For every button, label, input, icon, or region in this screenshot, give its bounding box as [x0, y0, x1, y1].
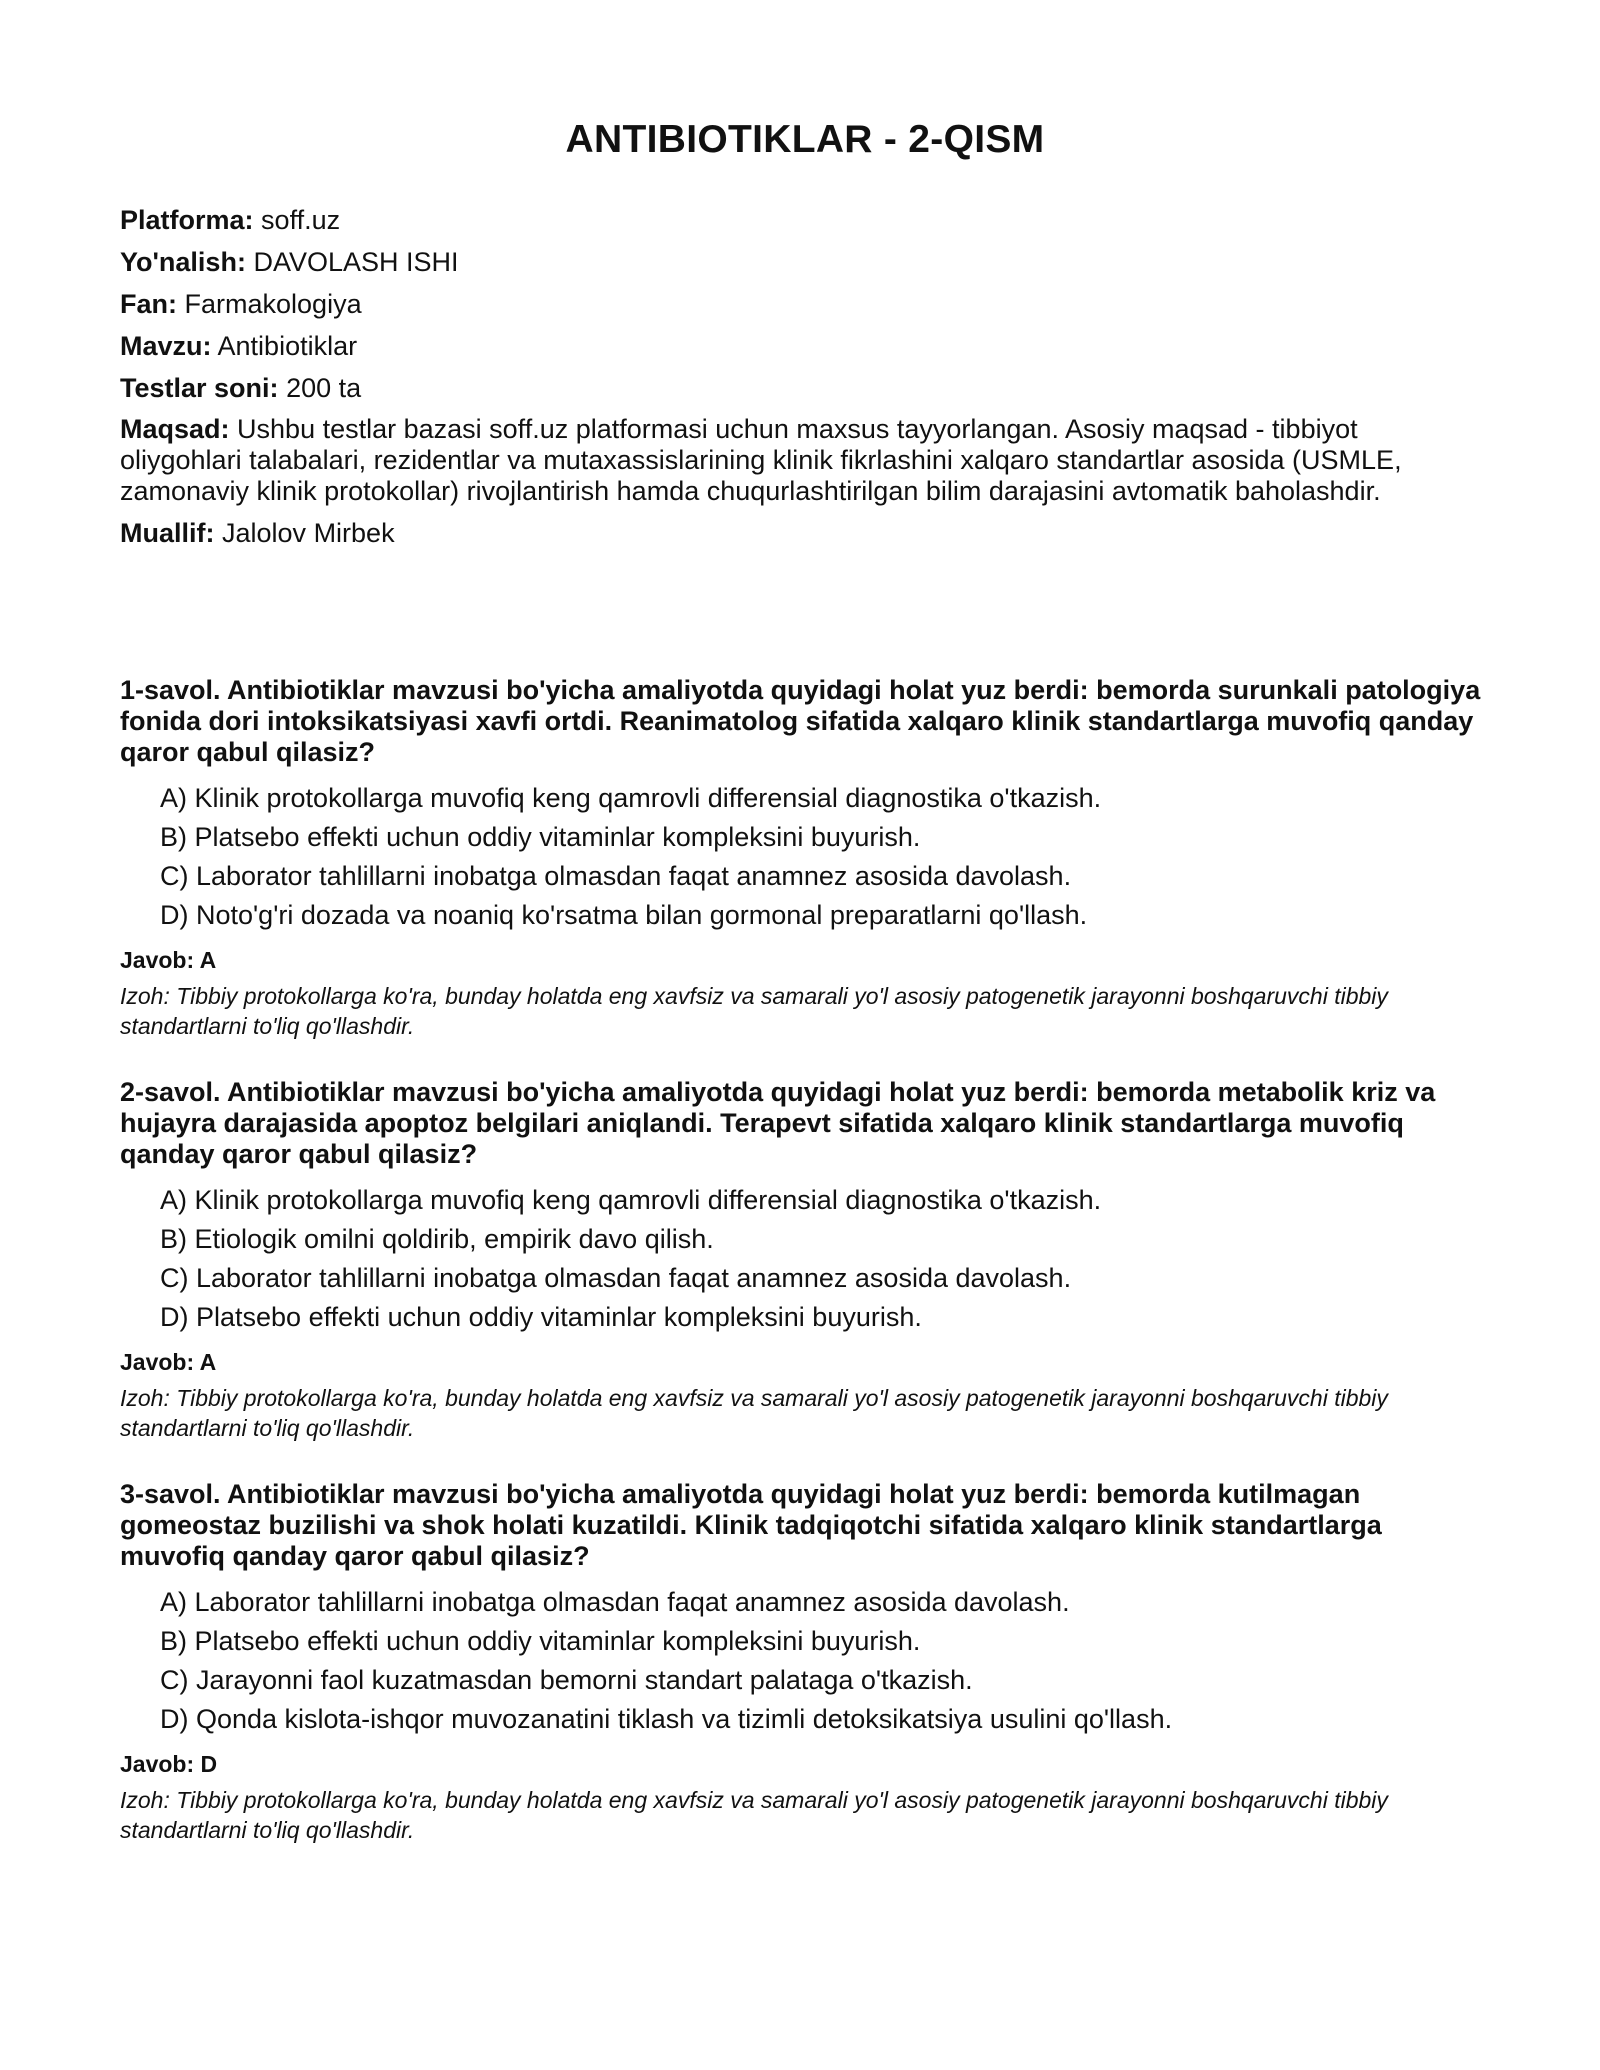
- explanation-note: Izoh: Tibbiy protokollarga ko'ra, bunday holatda eng xavfsiz va samarali yo'l asosiy patogenetik jarayonni boshqaruvchi tibbiy standartlarni to'liq qo'llashdir.: [120, 983, 1388, 1039]
- meta-platform: [120, 204, 1480, 236]
- option-d: D) Qonda kislota-ishqor muvozanatini tiklash va tizimli detoksikatsiya usulini qo'llash.: [160, 1704, 1173, 1734]
- question-1: [120, 675, 1490, 1041]
- meta-value: Antibiotiklar: [217, 331, 358, 361]
- question-list: [120, 675, 1490, 1881]
- meta-value: 200 ta: [286, 373, 362, 403]
- meta-purpose: [120, 414, 1480, 507]
- document-title: ANTIBIOTIKLAR - 2-QISM: [565, 118, 1045, 161]
- document-metadata: [120, 204, 1480, 559]
- question-text: 3-savol. Antibiotiklar mavzusi bo'yicha amaliyotda quyidagi holat yuz berdi: bemorda kutilmagan gomeostaz buzilishi va shok holati kuzatildi. Klinik tadqiqotchi sifatida xalqaro klinik standartlarga muvofiq qanday qaror qabul qilasiz?: [120, 1479, 1382, 1571]
- option-c: C) Laborator tahlillarni inobatga olmasdan faqat anamnez asosida davolash.: [160, 1263, 1072, 1293]
- option-c: C) Laborator tahlillarni inobatga olmasdan faqat anamnez asosida davolash.: [160, 861, 1072, 891]
- question-2: [120, 1077, 1490, 1443]
- answer-label: Javob: D: [120, 1751, 218, 1777]
- option-a: A) Laborator tahlillarni inobatga olmasdan faqat anamnez asosida davolash.: [160, 1587, 1070, 1617]
- meta-value: soff.uz: [261, 205, 341, 235]
- meta-label: Mavzu:: [120, 331, 212, 361]
- meta-value: Farmakologiya: [184, 289, 362, 319]
- option-c: C) Jarayonni faol kuzatmasdan bemorni standart palataga o'tkazish.: [160, 1665, 973, 1695]
- option-b: B) Etiologik omilni qoldirib, empirik davo qilish.: [160, 1224, 714, 1254]
- meta-test-count: [120, 372, 1480, 404]
- option-d: D) Platsebo effekti uchun oddiy vitaminlar kompleksini buyurish.: [160, 1302, 922, 1332]
- meta-subject: [120, 288, 1480, 320]
- meta-value: Ushbu testlar bazasi soff.uz platformasi uchun maxsus tayyorlangan. Asosiy maqsad - tibbiyot oliygohlari talabalari, rezidentlar va mutaxassislarining klinik fikrlashini xalqaro standartlar asosida (USMLE, zamonaviy klinik protokollar) rivojlantirish hamda chuqurlashtirilgan bilim darajasini avtomatik baholashdir.: [120, 414, 1402, 506]
- meta-author: [120, 517, 1480, 549]
- explanation-note: Izoh: Tibbiy protokollarga ko'ra, bunday holatda eng xavfsiz va samarali yo'l asosiy patogenetik jarayonni boshqaruvchi tibbiy standartlarni to'liq qo'llashdir.: [120, 1787, 1388, 1843]
- meta-label: Fan:: [120, 289, 177, 319]
- meta-direction: [120, 246, 1480, 278]
- meta-label: Yo'nalish:: [120, 247, 246, 277]
- option-b: B) Platsebo effekti uchun oddiy vitaminlar kompleksini buyurish.: [160, 822, 921, 852]
- answer-label: Javob: A: [120, 1349, 217, 1375]
- meta-value: Jalolov Mirbek: [222, 518, 395, 548]
- meta-label: Muallif:: [120, 518, 215, 548]
- meta-label: Platforma:: [120, 205, 254, 235]
- question-3: [120, 1479, 1490, 1845]
- option-a: A) Klinik protokollarga muvofiq keng qamrovli differensial diagnostika o'tkazish.: [160, 783, 1102, 813]
- meta-topic: [120, 330, 1480, 362]
- meta-label: Maqsad:: [120, 414, 230, 444]
- question-text: 1-savol. Antibiotiklar mavzusi bo'yicha amaliyotda quyidagi holat yuz berdi: bemorda surunkali patologiya fonida dori intoksikatsiyasi xavfi ortdi. Reanimatolog sifatida xalqaro klinik standartlarga muvofiq qanday qaror qabul qilasiz?: [120, 675, 1481, 767]
- meta-value: DAVOLASH ISHI: [253, 247, 459, 277]
- question-text: 2-savol. Antibiotiklar mavzusi bo'yicha amaliyotda quyidagi holat yuz berdi: bemorda metabolik kriz va hujayra darajasida apoptoz belgilari aniqlandi. Terapevt sifatida xalqaro klinik standartlarga muvofiq qanday qaror qabul qilasiz?: [120, 1077, 1436, 1169]
- option-b: B) Platsebo effekti uchun oddiy vitaminlar kompleksini buyurish.: [160, 1626, 921, 1656]
- meta-label: Testlar soni:: [120, 373, 279, 403]
- option-list: [120, 1184, 1490, 1333]
- option-list: [120, 1586, 1490, 1735]
- option-d: D) Noto'g'ri dozada va noaniq ko'rsatma bilan gormonal preparatlarni qo'llash.: [160, 900, 1088, 930]
- answer-label: Javob: A: [120, 947, 217, 973]
- explanation-note: Izoh: Tibbiy protokollarga ko'ra, bunday holatda eng xavfsiz va samarali yo'l asosiy patogenetik jarayonni boshqaruvchi tibbiy standartlarni to'liq qo'llashdir.: [120, 1385, 1388, 1441]
- option-a: A) Klinik protokollarga muvofiq keng qamrovli differensial diagnostika o'tkazish.: [160, 1185, 1102, 1215]
- option-list: [120, 782, 1490, 931]
